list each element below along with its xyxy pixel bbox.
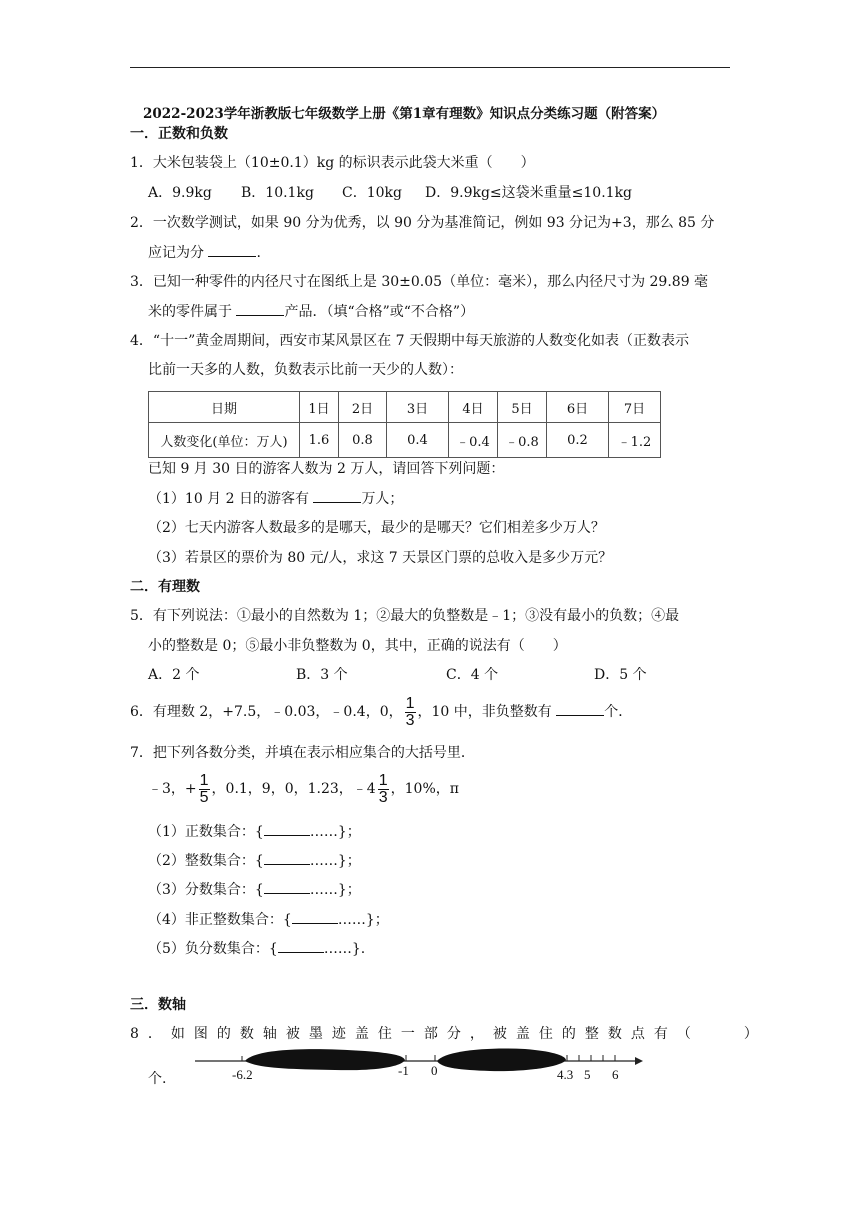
- question-5-option-a: A．2 个: [148, 667, 200, 683]
- label-4-3: 4.3: [557, 1067, 574, 1082]
- section-heading-number-line: 三．数轴: [130, 997, 186, 1013]
- table-cell: ﹣1.2: [609, 423, 661, 458]
- answer-blank: [313, 490, 361, 503]
- table-cell: 6日: [547, 392, 609, 423]
- set-close: ……}.: [323, 941, 366, 957]
- number-list-part: ，10%，π: [390, 781, 459, 797]
- question-5-option-d: D．5 个: [594, 667, 647, 683]
- set-close: ……}；: [337, 912, 389, 928]
- question-4-part-3: （3）若景区的票价为 80 元/人，求这 7 天景区门票的总收入是多少万元？: [148, 550, 613, 566]
- question-2-end: .: [256, 245, 261, 261]
- label-neg-6-2: -6.2: [232, 1067, 253, 1082]
- table-cell: 5日: [498, 392, 547, 423]
- question-5-option-b: B．3 个: [296, 667, 348, 683]
- set-positive: [148, 822, 361, 842]
- question-5-line-2: 小的整数是 0；⑤最小非负整数为 0，其中，正确的说法有（ ）: [148, 638, 567, 654]
- table-cell: 0.8: [339, 423, 387, 458]
- set-label: （2）整数集合：{: [148, 853, 264, 869]
- answer-blank: [278, 940, 324, 953]
- label-neg-1: -1: [398, 1063, 409, 1078]
- question-1-option-d: D．9.9kg≤这袋米重量≤10.1kg: [425, 185, 633, 201]
- set-label: （4）非正整数集合：{: [148, 912, 292, 928]
- set-label: （1）正数集合：{: [148, 824, 264, 840]
- question-8-line-1: [130, 1024, 767, 1044]
- question-7-line-1: 7．把下列各数分类，并填在表示相应集合的大括号里．: [130, 745, 475, 761]
- question-4-line-2: 比前一天多的人数，负数表示比前一天少的人数）：: [148, 362, 463, 378]
- set-label: （3）分数集合：{: [148, 882, 264, 898]
- question-3-end: 产品．（填“合格”或“不合格”）: [284, 304, 475, 320]
- question-7-numbers: [148, 771, 459, 807]
- question-4-line-1: 4．“十一”黄金周期间，西安市某风景区在 7 天假期中每天旅游的人数变化如表（正数表示: [130, 333, 690, 349]
- answer-blank: [264, 823, 310, 836]
- question-4-part-1: [148, 489, 403, 509]
- question-2-line-1: 2．一次数学测试，如果 90 分为优秀，以 90 分为基准简记，例如 93 分记为+3，那么 85 分: [130, 215, 715, 231]
- question-1-stem: 1．大米包装袋上（10±0.1）kg 的标识表示此袋大米重（ ）: [130, 155, 535, 171]
- fraction-numerator: 1: [378, 771, 388, 789]
- question-4-known: 已知 9 月 30 日的游客人数为 2 万人，请回答下列问题：: [148, 461, 505, 477]
- table-cell: 1日: [300, 392, 339, 423]
- set-integer: [148, 851, 361, 871]
- table-cell: ﹣0.8: [498, 423, 547, 458]
- number-list-part: ，0.1，9，0，1.23，﹣4: [211, 781, 376, 797]
- question-2-line-2: [148, 243, 261, 263]
- arrow-head-icon: [635, 1057, 643, 1065]
- question-8-text: 8．如图的数轴被墨迹盖住一部分，被盖住的整数点有（: [130, 1026, 700, 1042]
- question-8-line-2: 个.: [148, 1071, 167, 1087]
- question-3-line-1: 3．已知一种零件的内径尺寸在图纸上是 30±0.05（单位：毫米），那么内径尺寸为 29.89 毫: [130, 274, 709, 290]
- answer-blank: [264, 852, 310, 865]
- question-4-part-2: （2）七天内游客人数最多的是哪天，最少的是哪天？它们相差多少万人？: [148, 520, 605, 536]
- question-6-end: 个．: [604, 704, 633, 720]
- set-negative-fraction: [148, 939, 365, 959]
- question-2-text: 应记为分: [148, 245, 204, 261]
- question-6-text: 6．有理数 2，+7.5，﹣0.03，﹣0.4，0，: [130, 704, 403, 720]
- header-rule: [130, 67, 730, 68]
- table-cell: 日期: [149, 392, 300, 423]
- label-6: 6: [612, 1067, 619, 1082]
- table-cell: 0.4: [387, 423, 449, 458]
- fraction-denominator: 5: [199, 788, 209, 806]
- set-label: （5）负分数集合：{: [148, 941, 278, 957]
- table-cell: 3日: [387, 392, 449, 423]
- set-fraction: [148, 880, 361, 900]
- question-4-part-1-unit: 万人；: [361, 491, 404, 507]
- table-cell: 0.2: [547, 423, 609, 458]
- section-heading-positive-negative: 一．正数和负数: [130, 126, 228, 142]
- number-line-figure: [195, 1043, 645, 1091]
- table-cell: 4日: [449, 392, 498, 423]
- question-1-option-a: A．9.9kg: [148, 185, 212, 201]
- question-5-option-c: C．4 个: [446, 667, 499, 683]
- ink-blot-right: [437, 1049, 566, 1072]
- label-zero: 0: [431, 1063, 438, 1078]
- question-5-line-1: 5．有下列说法：①最小的自然数为 1；②最大的负整数是﹣1；③没有最小的负数；④最: [130, 608, 680, 624]
- answer-blank: [208, 244, 256, 257]
- fraction-numerator: 1: [199, 771, 209, 789]
- set-close: ……}；: [309, 853, 361, 869]
- table-cell: 1.6: [300, 423, 339, 458]
- set-close: ……}；: [309, 824, 361, 840]
- section-heading-rational-numbers: 二．有理数: [130, 579, 200, 595]
- question-6: [130, 694, 632, 730]
- table-cell: 2日: [339, 392, 387, 423]
- label-5: 5: [584, 1067, 591, 1082]
- question-3-text: 米的零件属于: [148, 304, 232, 320]
- question-1-option-b: B．10.1kg: [241, 185, 314, 201]
- fraction-one-third: [405, 696, 416, 729]
- question-6-text-2: ，10 中，非负整数有: [417, 704, 552, 720]
- set-non-positive-integer: [148, 910, 389, 930]
- fraction-numerator: 1: [405, 694, 415, 712]
- answer-blank: [236, 303, 284, 316]
- visitor-change-table: [148, 391, 661, 458]
- answer-blank: [556, 703, 604, 716]
- question-8-close: ）: [743, 1026, 767, 1042]
- question-1-option-c: C．10kg: [342, 185, 402, 201]
- question-3-line-2: [148, 302, 474, 322]
- fraction-one-third: [378, 773, 389, 806]
- fraction-one-fifth: [199, 773, 210, 806]
- answer-blank: [264, 881, 310, 894]
- fraction-denominator: 3: [405, 711, 415, 729]
- table-row: [149, 423, 661, 458]
- table-cell: 人数变化(单位：万人): [149, 423, 300, 458]
- page-title: 2022-2023学年浙教版七年级数学上册《第1章有理数》知识点分类练习题（附答案）: [143, 106, 666, 122]
- question-4-part-1-text: （1）10 月 2 日的游客有: [148, 491, 309, 507]
- number-list-part: ﹣3，+: [148, 781, 197, 797]
- table-cell: 7日: [609, 392, 661, 423]
- answer-blank: [292, 911, 338, 924]
- ink-blot-left: [245, 1049, 405, 1070]
- fraction-denominator: 3: [378, 788, 388, 806]
- table-header-row: [149, 392, 661, 423]
- set-close: ……}；: [309, 882, 361, 898]
- table-cell: ﹣0.4: [449, 423, 498, 458]
